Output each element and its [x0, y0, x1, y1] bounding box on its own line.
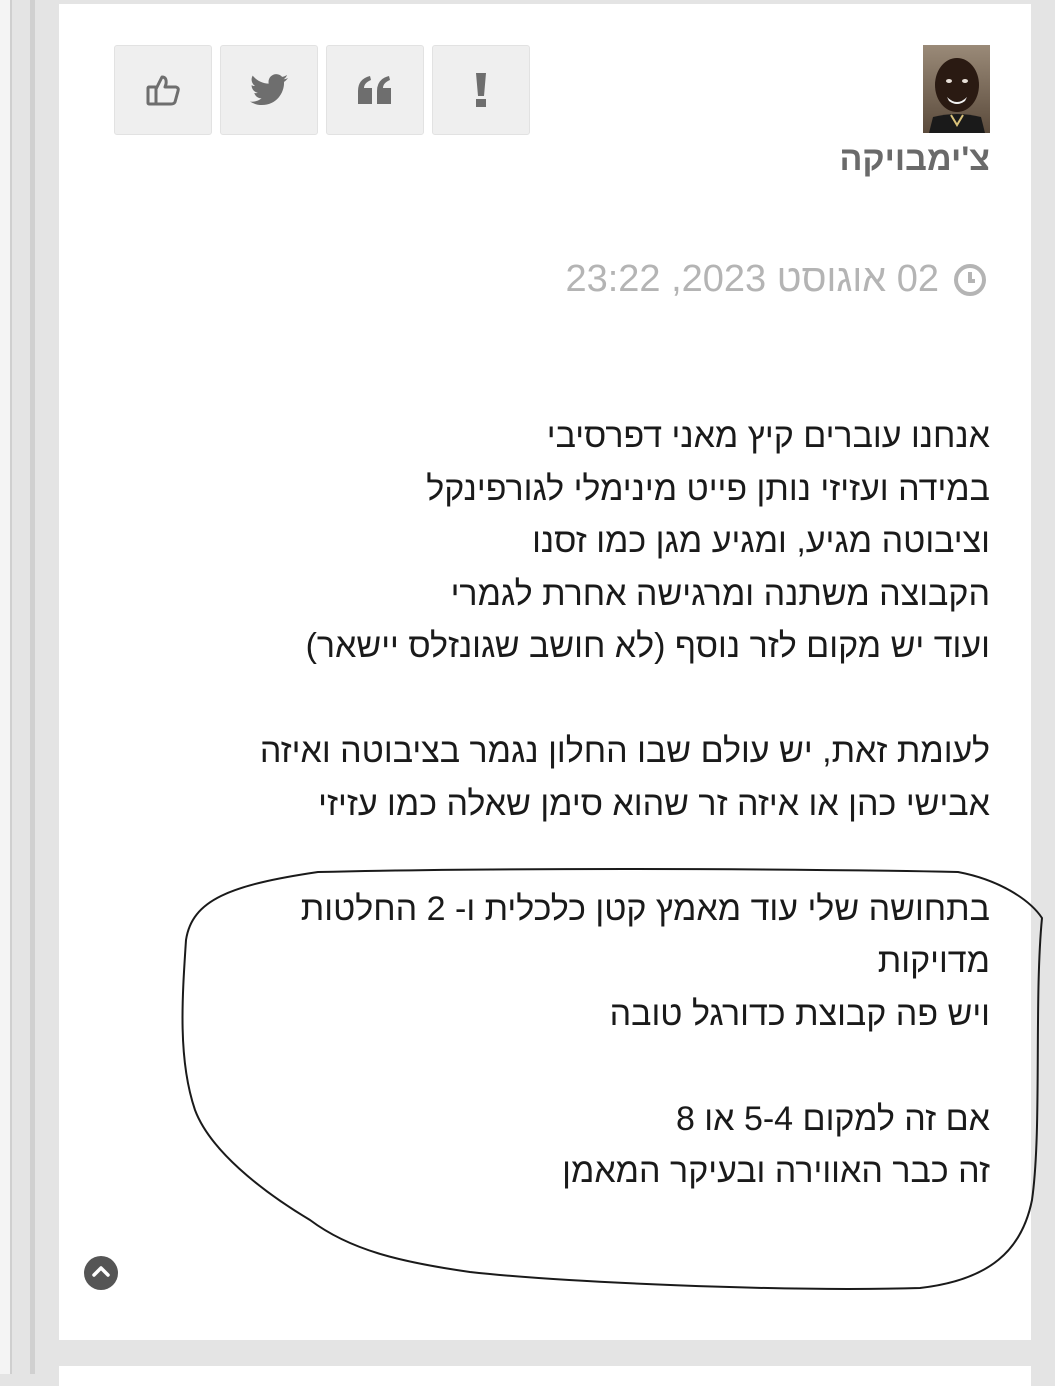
quote-button[interactable] [326, 45, 424, 135]
post-timestamp: 02 אוגוסט 2023, 23:22 [565, 258, 939, 300]
author-name[interactable]: צ'ימבויקה [839, 140, 990, 178]
thumbs-up-icon [145, 72, 181, 108]
post-line: ועוד יש מקום לזר נוסף (לא חושב שגונזלס יישאר) [305, 627, 990, 665]
post-line: אנחנו עוברים קיץ מאני דפרסיבי [546, 417, 990, 455]
comment-actions [114, 45, 530, 135]
post-line: אבישי כהן או איזה זר שהוא סימן שאלה כמו עזיזי [318, 784, 990, 823]
post-line: וציבוטה מגיע, ומגיע מגן כמו זסנו [532, 522, 990, 560]
scroll-to-top-button[interactable] [84, 1256, 118, 1290]
post-line: הקבוצה משתנה ומרגישה אחרת לגמרי [450, 574, 990, 613]
post-line: בתחושה שלי עוד מאמץ קטן כלכלית ו- 2 החלטות [300, 889, 990, 928]
chevron-up-icon [92, 1264, 110, 1282]
report-button[interactable] [432, 45, 530, 135]
like-button[interactable] [114, 45, 212, 135]
post-line: ויש פה קבוצת כדורגל טובה [609, 994, 990, 1033]
post-line: מדויקות [877, 942, 990, 980]
clock-icon [953, 263, 987, 297]
post-line: לעומת זאת, יש עולם שבו החלון נגמר בציבוטה ואיזה [259, 732, 990, 770]
post-body [190, 410, 990, 1198]
post-paragraph [190, 883, 990, 1041]
post-paragraph [190, 1093, 990, 1198]
post-date-row [565, 258, 987, 301]
left-rail [30, 0, 35, 1374]
exclamation-icon [475, 73, 487, 107]
next-comment-card [59, 1366, 1031, 1386]
twitter-share-button[interactable] [220, 45, 318, 135]
post-line: אם זה למקום 5-4 או 8 [675, 1099, 990, 1138]
twitter-icon [250, 74, 288, 106]
post-paragraph [190, 410, 990, 673]
post-line: זה כבר האווירה ובעיקר המאמן [562, 1152, 990, 1190]
post-paragraph [190, 725, 990, 830]
avatar[interactable] [923, 45, 990, 133]
left-edge [0, 0, 12, 1374]
quote-icon [356, 75, 394, 105]
post-line: במידה ועזיזי נותן פייט מינימלי לגורפינקל [426, 469, 990, 508]
